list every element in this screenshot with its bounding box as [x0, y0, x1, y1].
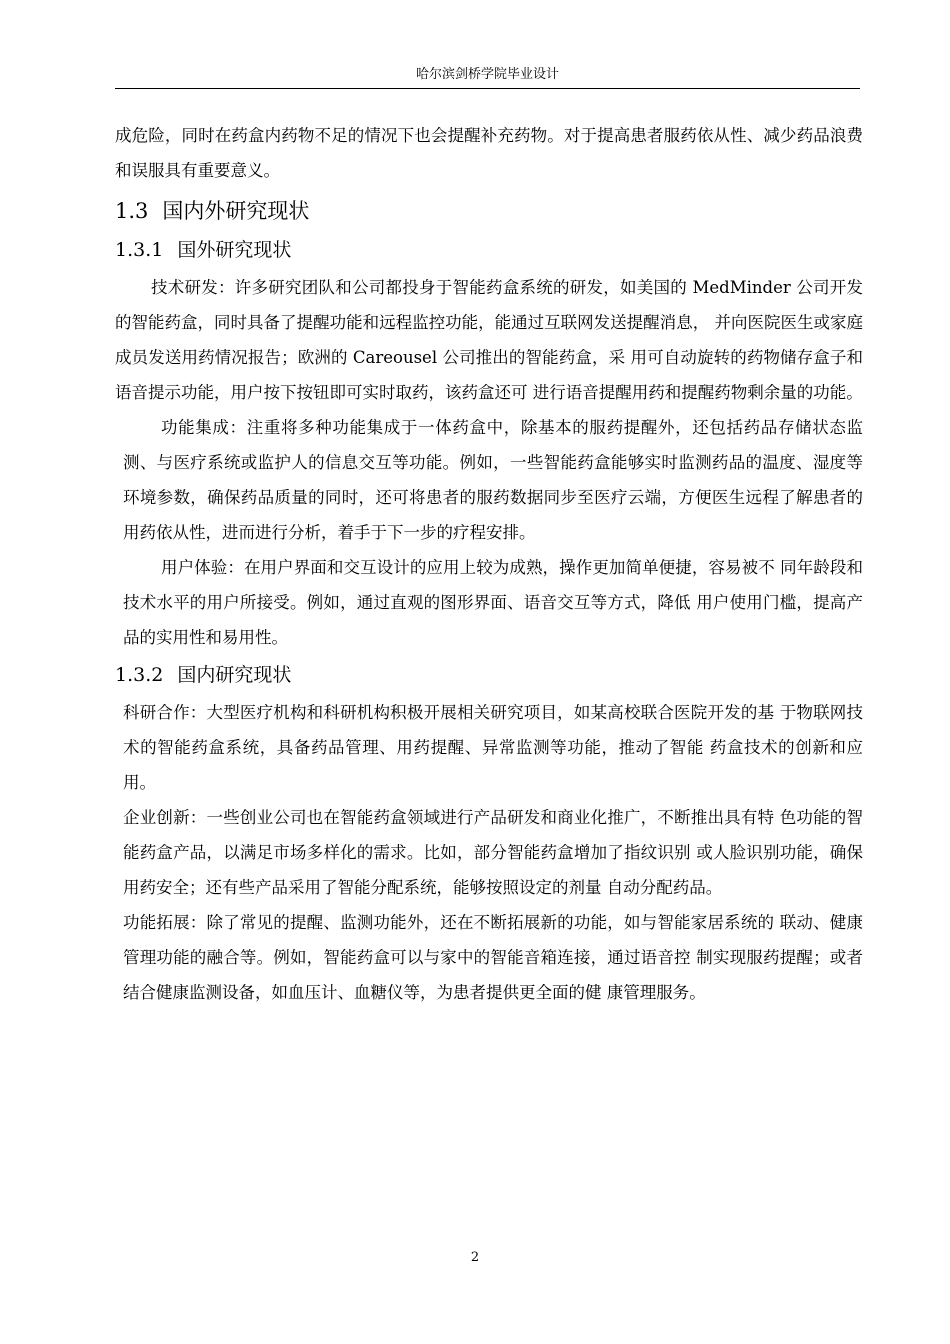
- paragraph-research-cooperation: 科研合作：大型医疗机构和科研机构积极开展相关研究项目，如某高校联合医院开发的基 于物联网技术的智能药盒系统，具备药品管理、用药提醒、异常监测等功能，推动了智能 药盒技术的创新和应用。: [123, 703, 863, 792]
- subsection-number: 1.3.2: [115, 664, 164, 686]
- paragraph-continuation: 成危险，同时在药盒内药物不足的情况下也会提醒补充药物。对于提高患者服药依从性、减少药品浪费和误服具有重要意义。: [115, 126, 863, 180]
- page-content: [115, 118, 863, 1010]
- subsection-number: 1.3.1: [115, 239, 164, 261]
- paragraph-function-expansion: 功能拓展：除了常见的提醒、监测功能外，还在不断拓展新的功能，如与智能家居系统的 联动、健康管理功能的融合等。例如，智能药盒可以与家中的智能音箱连接，通过语音控 制实现服药提醒；或者结合健康监测设备，如血压计、血糖仪等，为患者提供更全面的健 康管理服务。: [123, 913, 863, 1002]
- subsection-heading-1-3-1: [115, 232, 863, 268]
- section-title: 国内外研究现状: [162, 199, 310, 223]
- paragraph-function-integration: 功能集成：注重将多种功能集成于一体药盒中，除基本的服药提醒外，还包括药品存储状态监测、与医疗系统或监护人的信息交互等功能。例如，一些智能药盒能够实时监测药品的温度、湿度等环境参数，确保药品质量的同时，还可将患者的服药数据同步至医疗云端，方便医生远程了解患者的用药依从性，进而进行分析，着手于下一步的疗程安排。: [123, 418, 863, 542]
- page-header: 哈尔滨剑桥学院毕业设计: [115, 66, 860, 89]
- paragraph-enterprise-innovation: 企业创新：一些创业公司也在智能药盒领域进行产品研发和商业化推广，不断推出具有特 色功能的智能药盒产品，以满足市场多样化的需求。比如，部分智能药盒增加了指纹识别 或人脸识别功能，确保用药安全；还有些产品采用了智能分配系统，能够按照设定的剂量 自动分配药品。: [123, 808, 863, 897]
- subsection-title: 国外研究现状: [177, 239, 292, 261]
- paragraph-user-experience: 用户体验：在用户界面和交互设计的应用上较为成熟，操作更加简单便捷，容易被不 同年龄段和技术水平的用户所接受。例如，通过直观的图形界面、语音交互等方式，降低 用户使用门槛，提高产品的实用性和易用性。: [123, 558, 863, 647]
- subsection-heading-1-3-2: [115, 657, 863, 693]
- subsection-title: 国内研究现状: [177, 664, 292, 686]
- page-number: 2: [470, 1250, 480, 1265]
- section-heading-1-3: [115, 192, 863, 230]
- paragraph-tech-research: 技术研发：许多研究团队和公司都投身于智能药盒系统的研发，如美国的 MedMinder 公司开发的智能药盒，同时具备了提醒功能和远程监控功能，能通过互联网发送提醒消息， 并向医院医生或家庭成员发送用药情况报告；欧洲的 Careousel 公司推出的智能药盒，采 用可自动旋转的药物储存盒子和语音提示功能，用户按下按钮即可实时取药，该药盒还可 进行语音提醒用药和提醒药物剩余量的功能。: [115, 278, 863, 402]
- section-number: 1.3: [115, 199, 149, 223]
